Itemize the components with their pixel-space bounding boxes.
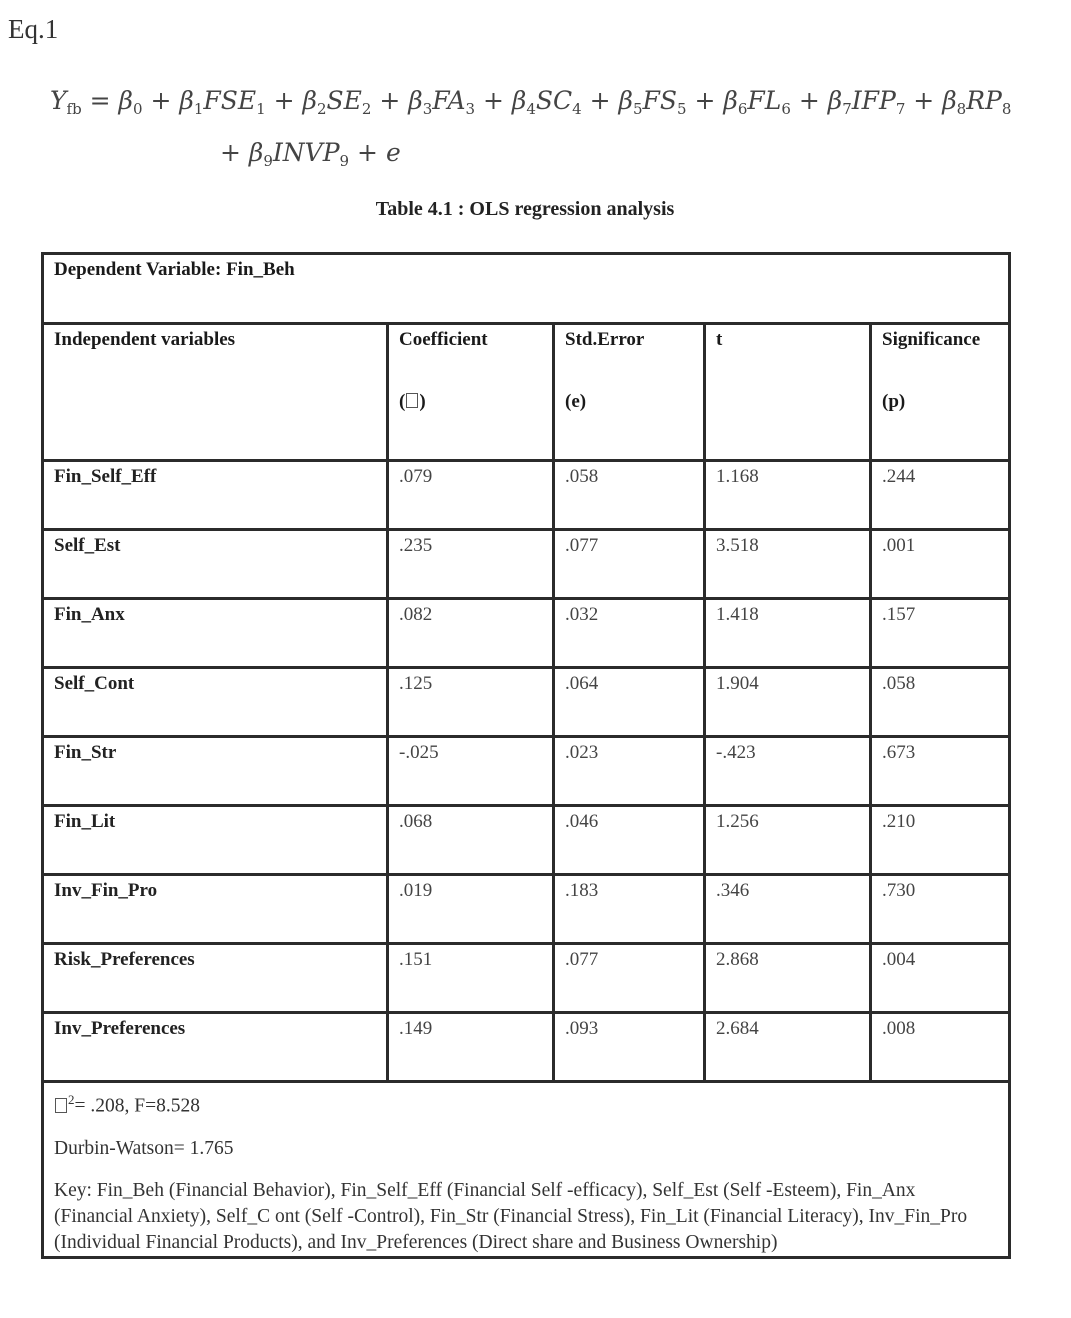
- cell-t-value: 2.684: [705, 1013, 871, 1082]
- cell-t-value: -.423: [705, 737, 871, 806]
- table-caption: Table 4.1 : OLS regression analysis: [375, 198, 675, 220]
- cell-t-value: 2.868: [705, 944, 871, 1013]
- cell-t-value: .346: [705, 875, 871, 944]
- cell-coefficient: .235: [388, 530, 554, 599]
- missing-glyph-icon: [406, 393, 418, 408]
- header-sublabel: (e): [565, 391, 587, 412]
- header-std-error: [554, 324, 705, 461]
- cell-coefficient: .082: [388, 599, 554, 668]
- cell-std-error: .183: [554, 875, 705, 944]
- ols-regression-table: [41, 252, 1011, 1259]
- table-row: [43, 1013, 1010, 1082]
- table-row: [43, 944, 1010, 1013]
- cell-std-error: .032: [554, 599, 705, 668]
- header-independent-variables: [43, 324, 388, 461]
- cell-coefficient: .019: [388, 875, 554, 944]
- missing-glyph-icon: [55, 1098, 67, 1113]
- cell-t-value: 1.418: [705, 599, 871, 668]
- table-row: [43, 875, 1010, 944]
- header-label: t: [716, 329, 723, 350]
- cell-variable-name: Fin_Lit: [43, 806, 388, 875]
- header-significance: [871, 324, 1010, 461]
- table-body: [43, 461, 1010, 1082]
- r-squared-line: $^2$= .208, F=8.528: [54, 1087, 998, 1120]
- header-coefficient-symbol: ( ): [399, 391, 426, 412]
- table-footer-cell: [43, 1082, 1010, 1258]
- cell-variable-name: Fin_Str: [43, 737, 388, 806]
- cell-std-error: .077: [554, 530, 705, 599]
- cell-significance: .008: [871, 1013, 1010, 1082]
- header-coefficient: [388, 324, 554, 461]
- cell-t-value: 1.904: [705, 668, 871, 737]
- table-row: [43, 599, 1010, 668]
- header-sublabel: (p): [882, 391, 906, 412]
- dependent-variable-cell: Dependent Variable: Fin_Beh: [43, 254, 1010, 324]
- cell-variable-name: Fin_Self_Eff: [43, 461, 388, 530]
- regression-equation-line-2: + $\beta_9INVP_9 + e$: [220, 138, 401, 170]
- table-header-row: [43, 324, 1010, 461]
- cell-coefficient: .149: [388, 1013, 554, 1082]
- cell-variable-name: Inv_Preferences: [43, 1013, 388, 1082]
- cell-t-value: 3.518: [705, 530, 871, 599]
- cell-t-value: 1.256: [705, 806, 871, 875]
- cell-coefficient: .125: [388, 668, 554, 737]
- cell-std-error: .023: [554, 737, 705, 806]
- header-label: Independent variables: [54, 329, 236, 350]
- cell-std-error: .058: [554, 461, 705, 530]
- cell-significance: .058: [871, 668, 1010, 737]
- table-row: [43, 737, 1010, 806]
- cell-coefficient: .068: [388, 806, 554, 875]
- cell-coefficient: .079: [388, 461, 554, 530]
- cell-significance: .004: [871, 944, 1010, 1013]
- cell-significance: .157: [871, 599, 1010, 668]
- cell-coefficient: -.025: [388, 737, 554, 806]
- cell-coefficient: .151: [388, 944, 554, 1013]
- cell-variable-name: Self_Est: [43, 530, 388, 599]
- equation-label: Eq.1: [8, 14, 59, 44]
- header-label: Significance: [882, 329, 981, 350]
- cell-variable-name: Self_Cont: [43, 668, 388, 737]
- header-t: [705, 324, 871, 461]
- table-row: [43, 668, 1010, 737]
- table-footer-row: [43, 1082, 1010, 1258]
- cell-significance: .001: [871, 530, 1010, 599]
- table-row: [43, 806, 1010, 875]
- cell-std-error: .093: [554, 1013, 705, 1082]
- table-row: [43, 461, 1010, 530]
- cell-t-value: 1.168: [705, 461, 871, 530]
- dependent-variable-row: [43, 254, 1010, 324]
- cell-std-error: .046: [554, 806, 705, 875]
- cell-variable-name: Inv_Fin_Pro: [43, 875, 388, 944]
- abbreviation-key: Key: Fin_Beh (Financial Behavior), Fin_Self_Eff (Financial Self -efficacy), Self_Est (Self -Esteem), Fin_Anx (Financial Anxiety), Self_C ont (Self -Control), Fin_Str (Financial Stress), Fin_Lit (Financial Literacy), Inv_Fin_Pro (Individual Financial Products), and Inv_Preferences (Direct share and Business Ownership): [54, 1179, 968, 1253]
- cell-significance: .244: [871, 461, 1010, 530]
- cell-std-error: .077: [554, 944, 705, 1013]
- cell-significance: .730: [871, 875, 1010, 944]
- header-label: Std.Error: [565, 329, 645, 350]
- durbin-watson-line: Durbin-Watson= 1.765: [54, 1137, 234, 1159]
- header-label: Coefficient: [399, 329, 488, 350]
- cell-variable-name: Fin_Anx: [43, 599, 388, 668]
- cell-std-error: .064: [554, 668, 705, 737]
- cell-variable-name: Risk_Preferences: [43, 944, 388, 1013]
- cell-significance: .673: [871, 737, 1010, 806]
- regression-equation-line-1: $Y_{fb} = \beta_0 + \beta_1FSE_1 + \beta_2SE_2 + \beta_3FA_3 + \beta_4SC_4 + \beta_5FS_5 + \beta_6FL_6 + \beta_7IFP_7 + \beta_8RP_8$: [50, 86, 1012, 118]
- cell-significance: .210: [871, 806, 1010, 875]
- table-row: [43, 530, 1010, 599]
